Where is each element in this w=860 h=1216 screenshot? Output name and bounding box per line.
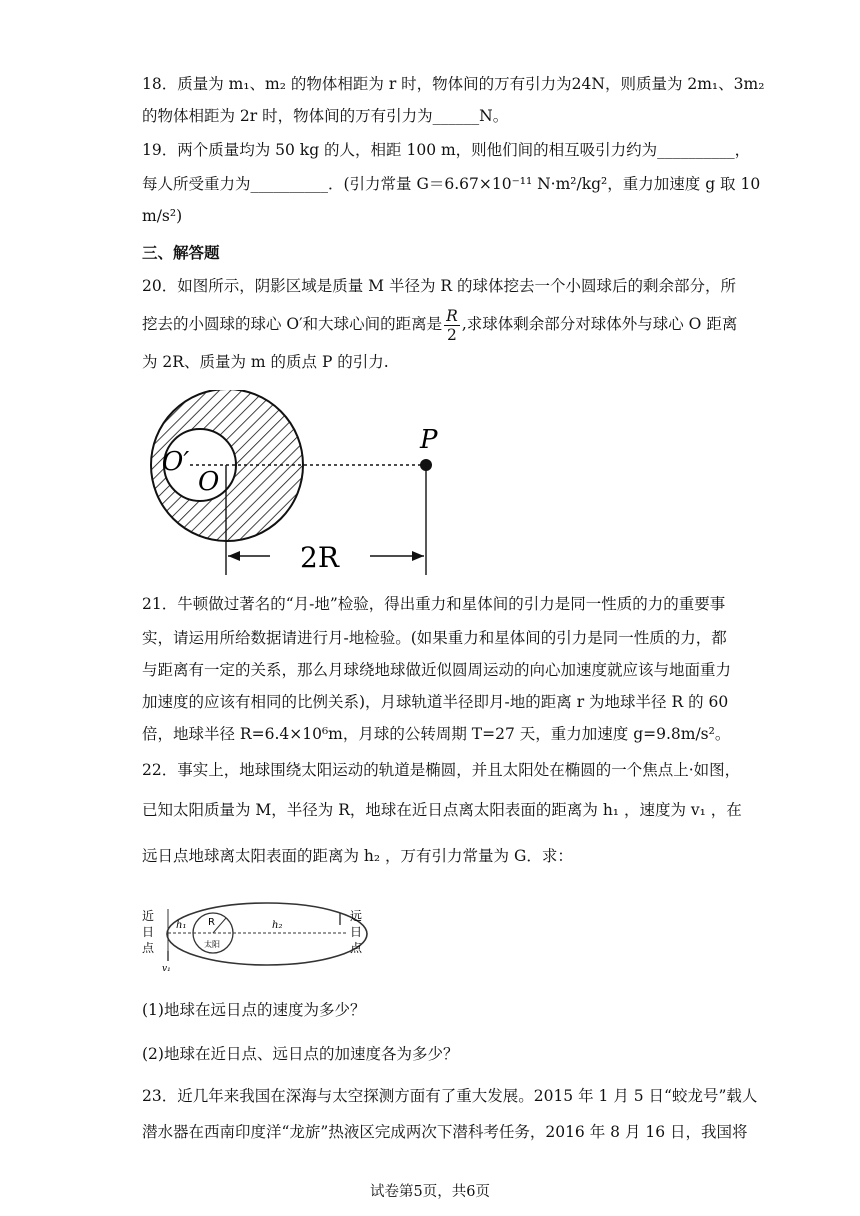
q21-line3: 与距离有一定的关系，那么月球绕地球做近似圆周运动的向心加速度就应该与地面重力 bbox=[142, 661, 732, 679]
q20-line3: 为 2R、质量为 m 的质点 P 的引力. bbox=[142, 353, 389, 371]
label-o: O bbox=[198, 467, 220, 497]
arrowhead-right bbox=[412, 551, 424, 561]
q19-line2: 每人所受重力为__________．(引力常量 G＝6.67×10⁻¹¹ N·m²/kg²，重力加速度 g 取 10 bbox=[142, 175, 761, 193]
v1-label: v₁ bbox=[162, 964, 171, 974]
q22-sub2: (2)地球在近日点、远日点的加速度各为多少？ bbox=[142, 1045, 459, 1063]
label-p: P bbox=[420, 425, 438, 455]
near-label-2: 日 bbox=[142, 925, 155, 939]
orbit-ellipse bbox=[167, 903, 367, 965]
h2-label: h₂ bbox=[272, 920, 283, 931]
far-label-2: 日 bbox=[350, 925, 363, 939]
q19-line1: 19．两个质量均为 50 kg 的人，相距 100 m，则他们间的相互吸引力约为__________， bbox=[142, 141, 751, 159]
q22-sub1: (1)地球在远日点的速度为多少？ bbox=[142, 1001, 366, 1019]
q20-line2-a: 挖去的小圆球的球心 O′和大球心间的距离是 bbox=[142, 315, 443, 333]
section-heading: 三、解答题 bbox=[142, 244, 220, 262]
q22-line1: 22．事实上，地球围绕太阳运动的轨道是椭圆，并且太阳处在椭圆的一个焦点上·如图， bbox=[142, 761, 741, 779]
fraction-denominator: 2 bbox=[447, 325, 457, 344]
sun-label: 太阳 bbox=[204, 940, 220, 949]
far-label-3: 点 bbox=[350, 941, 363, 955]
fraction-numerator: R bbox=[446, 306, 458, 325]
q18-line1: 18．质量为 m₁、m₂ 的物体相距为 r 时，物体间的万有引力为24N，则质量为 2m₁、3m₂ bbox=[142, 75, 765, 93]
q18-line2: 的物体相距为 2r 时，物体间的万有引力为______N。 bbox=[142, 107, 509, 125]
q20-line2-b: ,求球体剩余部分对球体外与球心 O 距离 bbox=[461, 315, 738, 333]
page-footer: 试卷第5页，共6页 bbox=[370, 1184, 490, 1200]
q23-line2: 潜水器在西南印度洋“龙旂”热液区完成两次下潜科考任务，2016 年 8 月 16 日，我国将 bbox=[142, 1123, 748, 1141]
q23-line1: 23．近几年来我国在深海与太空探测方面有了重大发展。2015 年 1 月 5 日“蛟龙号”载人 bbox=[142, 1087, 758, 1105]
label-2r: 2R bbox=[300, 541, 339, 574]
q21-line2: 实，请运用所给数据请进行月-地检验。(如果重力和星体间的引力是同一性质的力，都 bbox=[142, 629, 727, 647]
r-label: R bbox=[208, 917, 215, 928]
q20-line1: 20．如图所示，阴影区域是质量 M 半径为 R 的球体挖去一个小圆球后的剩余部分，所 bbox=[142, 277, 736, 295]
far-label-1: 远 bbox=[350, 909, 363, 923]
arrowhead-left bbox=[228, 551, 240, 561]
near-label-1: 近 bbox=[142, 909, 155, 923]
q22-line3: 远日点地球离太阳表面的距离为 h₂ ，万有引力常量为 G．求： bbox=[142, 847, 573, 865]
q22-line2: 已知太阳质量为 M，半径为 R，地球在近日点离太阳表面的距离为 h₁ ，速度为 v₁ ，在 bbox=[142, 801, 742, 819]
q21-line4: 加速度的应该有相同的比例关系)，月球轨道半径即月-地的距离 r 为地球半径 R 的 60 bbox=[142, 693, 729, 711]
near-label-3: 点 bbox=[142, 941, 155, 955]
q21-line1: 21．牛顿做过著名的“月-地”检验，得出重力和星体间的引力是同一性质的力的重要事 bbox=[142, 595, 726, 613]
hollow-sphere-figure bbox=[140, 390, 460, 580]
h1-label: h₁ bbox=[176, 920, 187, 931]
q20-line2 bbox=[142, 304, 737, 344]
label-o-prime: O′ bbox=[162, 447, 190, 477]
q19-line3: m/s²) bbox=[142, 207, 183, 225]
q21-line5: 倍，地球半径 R=6.4×10⁶m，月球的公转周期 T=27 天，重力加速度 g=9.8m/s²。 bbox=[142, 725, 731, 743]
elliptical-orbit-figure bbox=[140, 895, 370, 975]
fraction-r-over-2 bbox=[444, 307, 460, 344]
